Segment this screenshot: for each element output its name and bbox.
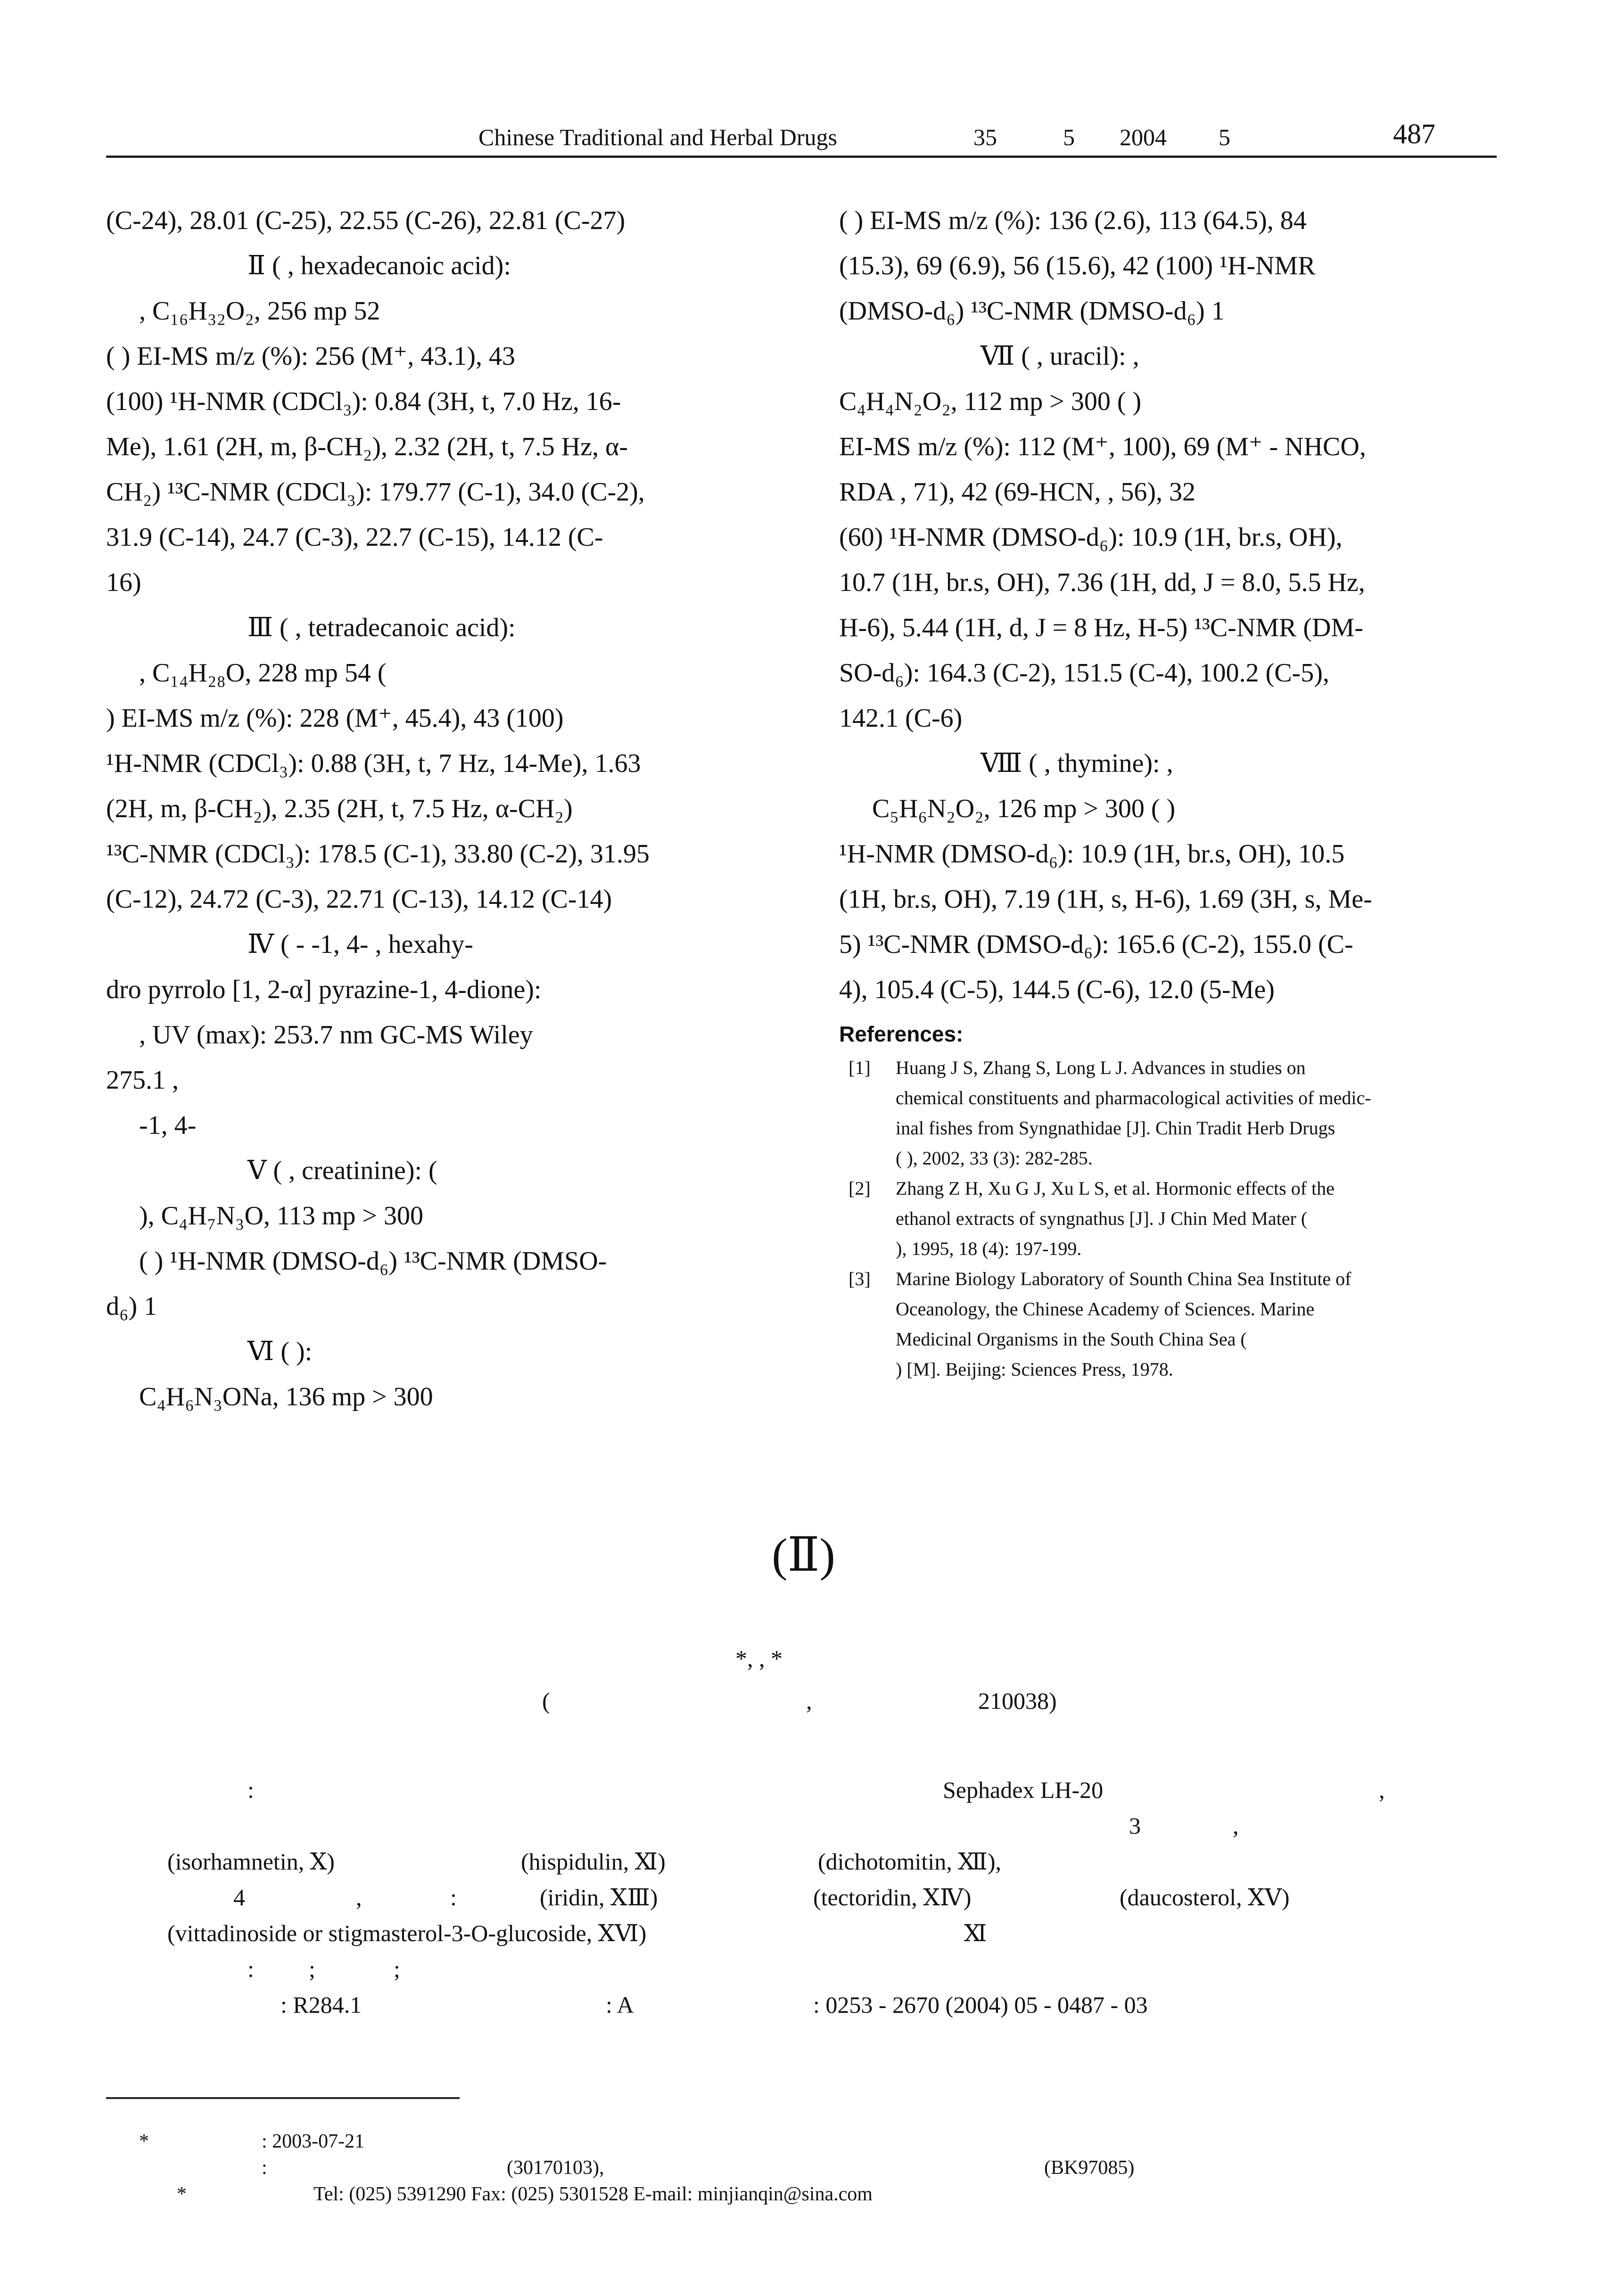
running-header	[106, 113, 1497, 158]
issue-number: 5	[1063, 124, 1075, 150]
month: 5	[1219, 124, 1230, 150]
text-line: 5) ¹³C-NMR (DMSO-d₆): 165.6 (C-2), 155.0 (C-	[839, 930, 1353, 959]
text-line: CH₂) ¹³C-NMR (CDCl₃): 179.77 (C-1), 34.0 (C-2),	[106, 477, 645, 507]
text-line: Ⅱ ( , hexadecanoic acid):	[247, 251, 511, 280]
text-line: ¹H-NMR (DMSO-d₆): 10.9 (1H, br.s, OH), 10.5	[839, 839, 1345, 869]
text-line: , C₁₄H₂₈O, 228 mp 54 (	[139, 658, 387, 688]
volume-number: 35	[973, 124, 997, 150]
reference-number: [3]	[849, 1268, 871, 1289]
text-line: SO-d₆): 164.3 (C-2), 151.5 (C-4), 100.2 (C-5),	[839, 658, 1329, 688]
reference-line: ), 1995, 18 (4): 197-199.	[896, 1238, 1082, 1259]
text-line: C₅H₆N₂O₂, 126 mp > 300 ( )	[872, 794, 1176, 823]
text-line: (2H, m, β-CH₂), 2.35 (2H, t, 7.5 Hz, α-CH₂)	[106, 794, 573, 823]
keywords-text: ;	[309, 1956, 315, 1982]
affiliation-postcode: 210038)	[978, 1688, 1057, 1714]
page-number: 487	[1393, 118, 1435, 149]
compound-dichotomitin: (dichotomitin, Ⅻ),	[818, 1848, 1002, 1875]
reference-line: Zhang Z H, Xu G J, Xu L S, et al. Hormonic effects of the	[896, 1178, 1335, 1199]
footnote-contact	[106, 2183, 1497, 2209]
compound-daucosterol: (daucosterol, ⅩⅤ)	[1120, 1884, 1290, 1911]
abstract-text: :	[450, 1884, 457, 1911]
compound-tectoridin: (tectoridin, ⅩⅣ)	[813, 1884, 972, 1911]
clc-number: : R284.1	[280, 1992, 362, 2018]
abstract-line	[106, 1808, 1497, 1844]
text-line: , C₁₆H₃₂O₂, 256 mp 52	[139, 296, 380, 326]
footnote-rule	[106, 2097, 460, 2099]
abstract-text: Sephadex LH-20	[943, 1777, 1104, 1803]
text-line: (100) ¹H-NMR (CDCl₃): 0.84 (3H, t, 7.0 Hz, 16-	[106, 387, 621, 416]
text-line: ( ) EI-MS m/z (%): 256 (M⁺, 43.1), 43	[106, 342, 515, 371]
abstract-text: 4	[233, 1884, 245, 1911]
reference-item	[839, 1053, 1485, 1173]
reference-line: inal fishes from Syngnathidae [J]. Chin Tradit Herb Drugs	[896, 1117, 1335, 1139]
keywords-line	[106, 1951, 1497, 1987]
reference-line: ) [M]. Beijing: Sciences Press, 1978.	[896, 1359, 1173, 1380]
text-line: 10.7 (1H, br.s, OH), 7.36 (1H, dd, J = 8.0, 5.5 Hz,	[839, 568, 1365, 597]
abstract-text: ,	[1233, 1812, 1239, 1839]
abstract	[106, 1772, 1497, 2023]
reference-list	[839, 1053, 1485, 1385]
text-line: RDA , 71), 42 (69-HCN, , 56), 32	[839, 477, 1195, 507]
text-line: Me), 1.61 (2H, m, β-CH₂), 2.32 (2H, t, 7.5 Hz, α-	[106, 432, 628, 461]
reference-item	[839, 1264, 1485, 1385]
keywords-text: ;	[394, 1956, 400, 1982]
compound-iridin: (iridin, ⅩⅢ)	[540, 1884, 658, 1911]
text-line: ( ) ¹H-NMR (DMSO-d₆) ¹³C-NMR (DMSO-	[139, 1246, 607, 1276]
affiliation-open: (	[542, 1688, 550, 1714]
text-line: Ⅶ ( , uracil): ,	[981, 342, 1139, 371]
text-line: 31.9 (C-14), 24.7 (C-3), 22.7 (C-15), 14.12 (C-	[106, 523, 603, 552]
abstract-colon: :	[247, 1777, 254, 1803]
compound-hispidulin: (hispidulin, Ⅺ)	[521, 1848, 666, 1875]
footnote-mark: *	[139, 2131, 149, 2152]
footnote-fund	[106, 2157, 1497, 2183]
text-line: Ⅳ ( - -1, 4- , hexahy-	[247, 930, 473, 959]
left-column	[106, 198, 752, 1419]
reference-line: Medicinal Organisms in the South China Sea (	[896, 1328, 1247, 1350]
text-line: 4), 105.4 (C-5), 144.5 (C-6), 12.0 (5-Me)	[839, 975, 1275, 1004]
reference-line: Huang J S, Zhang S, Long L J. Advances in studies on	[896, 1057, 1306, 1078]
reference-line: Marine Biology Laboratory of Sounth China Sea Institute of	[896, 1268, 1352, 1289]
footnote-mark: *	[177, 2183, 187, 2205]
abstract-line	[106, 1844, 1497, 1879]
text-line: Ⅲ ( , tetradecanoic acid):	[247, 613, 516, 642]
abstract-text: Ⅺ	[964, 1920, 987, 1946]
right-column	[839, 198, 1485, 1385]
footnote-text: (30170103),	[507, 2157, 604, 2179]
footnote-text: (BK97085)	[1044, 2157, 1135, 2179]
text-line: EI-MS m/z (%): 112 (M⁺, 100), 69 (M⁺ - NHCO,	[839, 432, 1366, 461]
text-line: (15.3), 69 (6.9), 56 (15.6), 42 (100) ¹H-NMR	[839, 251, 1316, 280]
footnote-text: Tel: (025) 5391290 Fax: (025) 5301528 E-mail: minjianqin@sina.com	[313, 2183, 873, 2205]
text-line: Ⅵ ( ):	[247, 1337, 313, 1366]
text-line: 16)	[106, 568, 141, 597]
references-title: References:	[839, 1022, 964, 1046]
reference-line: ethanol extracts of syngnathus [J]. J Chin Med Mater (	[896, 1208, 1308, 1229]
text-line: -1, 4-	[139, 1111, 197, 1140]
abstract-text: 3	[1129, 1812, 1141, 1839]
text-line: (60) ¹H-NMR (DMSO-d₆): 10.9 (1H, br.s, OH),	[839, 523, 1343, 552]
year: 2004	[1120, 124, 1167, 150]
text-line: ¹³C-NMR (CDCl₃): 178.5 (C-1), 33.80 (C-2), 31.95	[106, 839, 650, 869]
reference-item	[839, 1173, 1485, 1264]
reference-line: ( ), 2002, 33 (3): 282-285.	[896, 1148, 1093, 1169]
reference-line: Oceanology, the Chinese Academy of Sciences. Marine	[896, 1298, 1315, 1320]
text-line: (C-12), 24.72 (C-3), 22.71 (C-13), 14.12 (C-14)	[106, 885, 612, 914]
journal-name: Chinese Traditional and Herbal Drugs	[478, 124, 838, 150]
text-line: C₄H₆N₃ONa, 136 mp > 300	[139, 1382, 433, 1411]
abstract-comma: ,	[1379, 1777, 1385, 1803]
text-line: Ⅷ ( , thymine): ,	[981, 749, 1173, 778]
keywords-text: :	[247, 1956, 254, 1982]
document-code: : A	[606, 1992, 634, 2018]
reference-number: [1]	[849, 1057, 871, 1078]
text-line: Ⅴ ( , creatinine): (	[247, 1156, 437, 1185]
text-line: (C-24), 28.01 (C-25), 22.55 (C-26), 22.81 (C-27)	[106, 206, 626, 235]
authors-line: *, , *	[735, 1645, 783, 1672]
footnotes	[106, 2130, 1497, 2209]
text-line: H-6), 5.44 (1H, d, J = 8 Hz, H-5) ¹³C-NMR (DM-	[839, 613, 1363, 642]
affiliation-comma: ,	[806, 1688, 812, 1714]
text-line: 142.1 (C-6)	[839, 704, 963, 733]
abstract-text: ,	[356, 1884, 362, 1911]
text-line: 275.1 ,	[106, 1066, 179, 1095]
text-line: C₄H₄N₂O₂, 112 mp > 300 ( )	[839, 387, 1142, 416]
abstract-line	[106, 1915, 1497, 1951]
compound-vittadinoside: (vittadinoside or stigmasterol-3-O-glucoside, ⅩⅥ)	[167, 1920, 647, 1946]
text-line: ( ) EI-MS m/z (%): 136 (2.6), 113 (64.5), 84	[839, 206, 1307, 235]
footnote-text: :	[262, 2157, 267, 2179]
classification-line	[106, 1987, 1497, 2023]
abstract-line	[106, 1772, 1497, 1808]
text-line: ¹H-NMR (CDCl₃): 0.88 (3H, t, 7 Hz, 14-Me), 1.63	[106, 749, 641, 778]
footnote-received	[106, 2130, 1497, 2157]
article-title-number: (Ⅱ)	[772, 1529, 835, 1581]
text-line: d₆) 1	[106, 1292, 157, 1321]
right-column-body	[839, 198, 1485, 1012]
text-line: ) EI-MS m/z (%): 228 (M⁺, 45.4), 43 (100)	[106, 704, 564, 733]
text-line: (DMSO-d₆) ¹³C-NMR (DMSO-d₆) 1	[839, 296, 1225, 326]
reference-number: [2]	[849, 1178, 871, 1199]
text-line: ), C₄H₇N₃O, 113 mp > 300	[139, 1201, 423, 1230]
text-line: (1H, br.s, OH), 7.19 (1H, s, H-6), 1.69 (3H, s, Me-	[839, 885, 1372, 914]
reference-line: chemical constituents and pharmacological activities of medic-	[896, 1087, 1371, 1108]
footnote-text: : 2003-07-21	[262, 2131, 365, 2152]
text-line: , UV (max): 253.7 nm GC-MS Wiley	[139, 1020, 533, 1050]
article-id: : 0253 - 2670 (2004) 05 - 0487 - 03	[813, 1992, 1148, 2018]
compound-isorhamnetin: (isorhamnetin, Ⅹ)	[167, 1848, 335, 1875]
text-line: dro pyrrolo [1, 2-α] pyrazine-1, 4-dione):	[106, 975, 542, 1004]
abstract-line	[106, 1879, 1497, 1915]
